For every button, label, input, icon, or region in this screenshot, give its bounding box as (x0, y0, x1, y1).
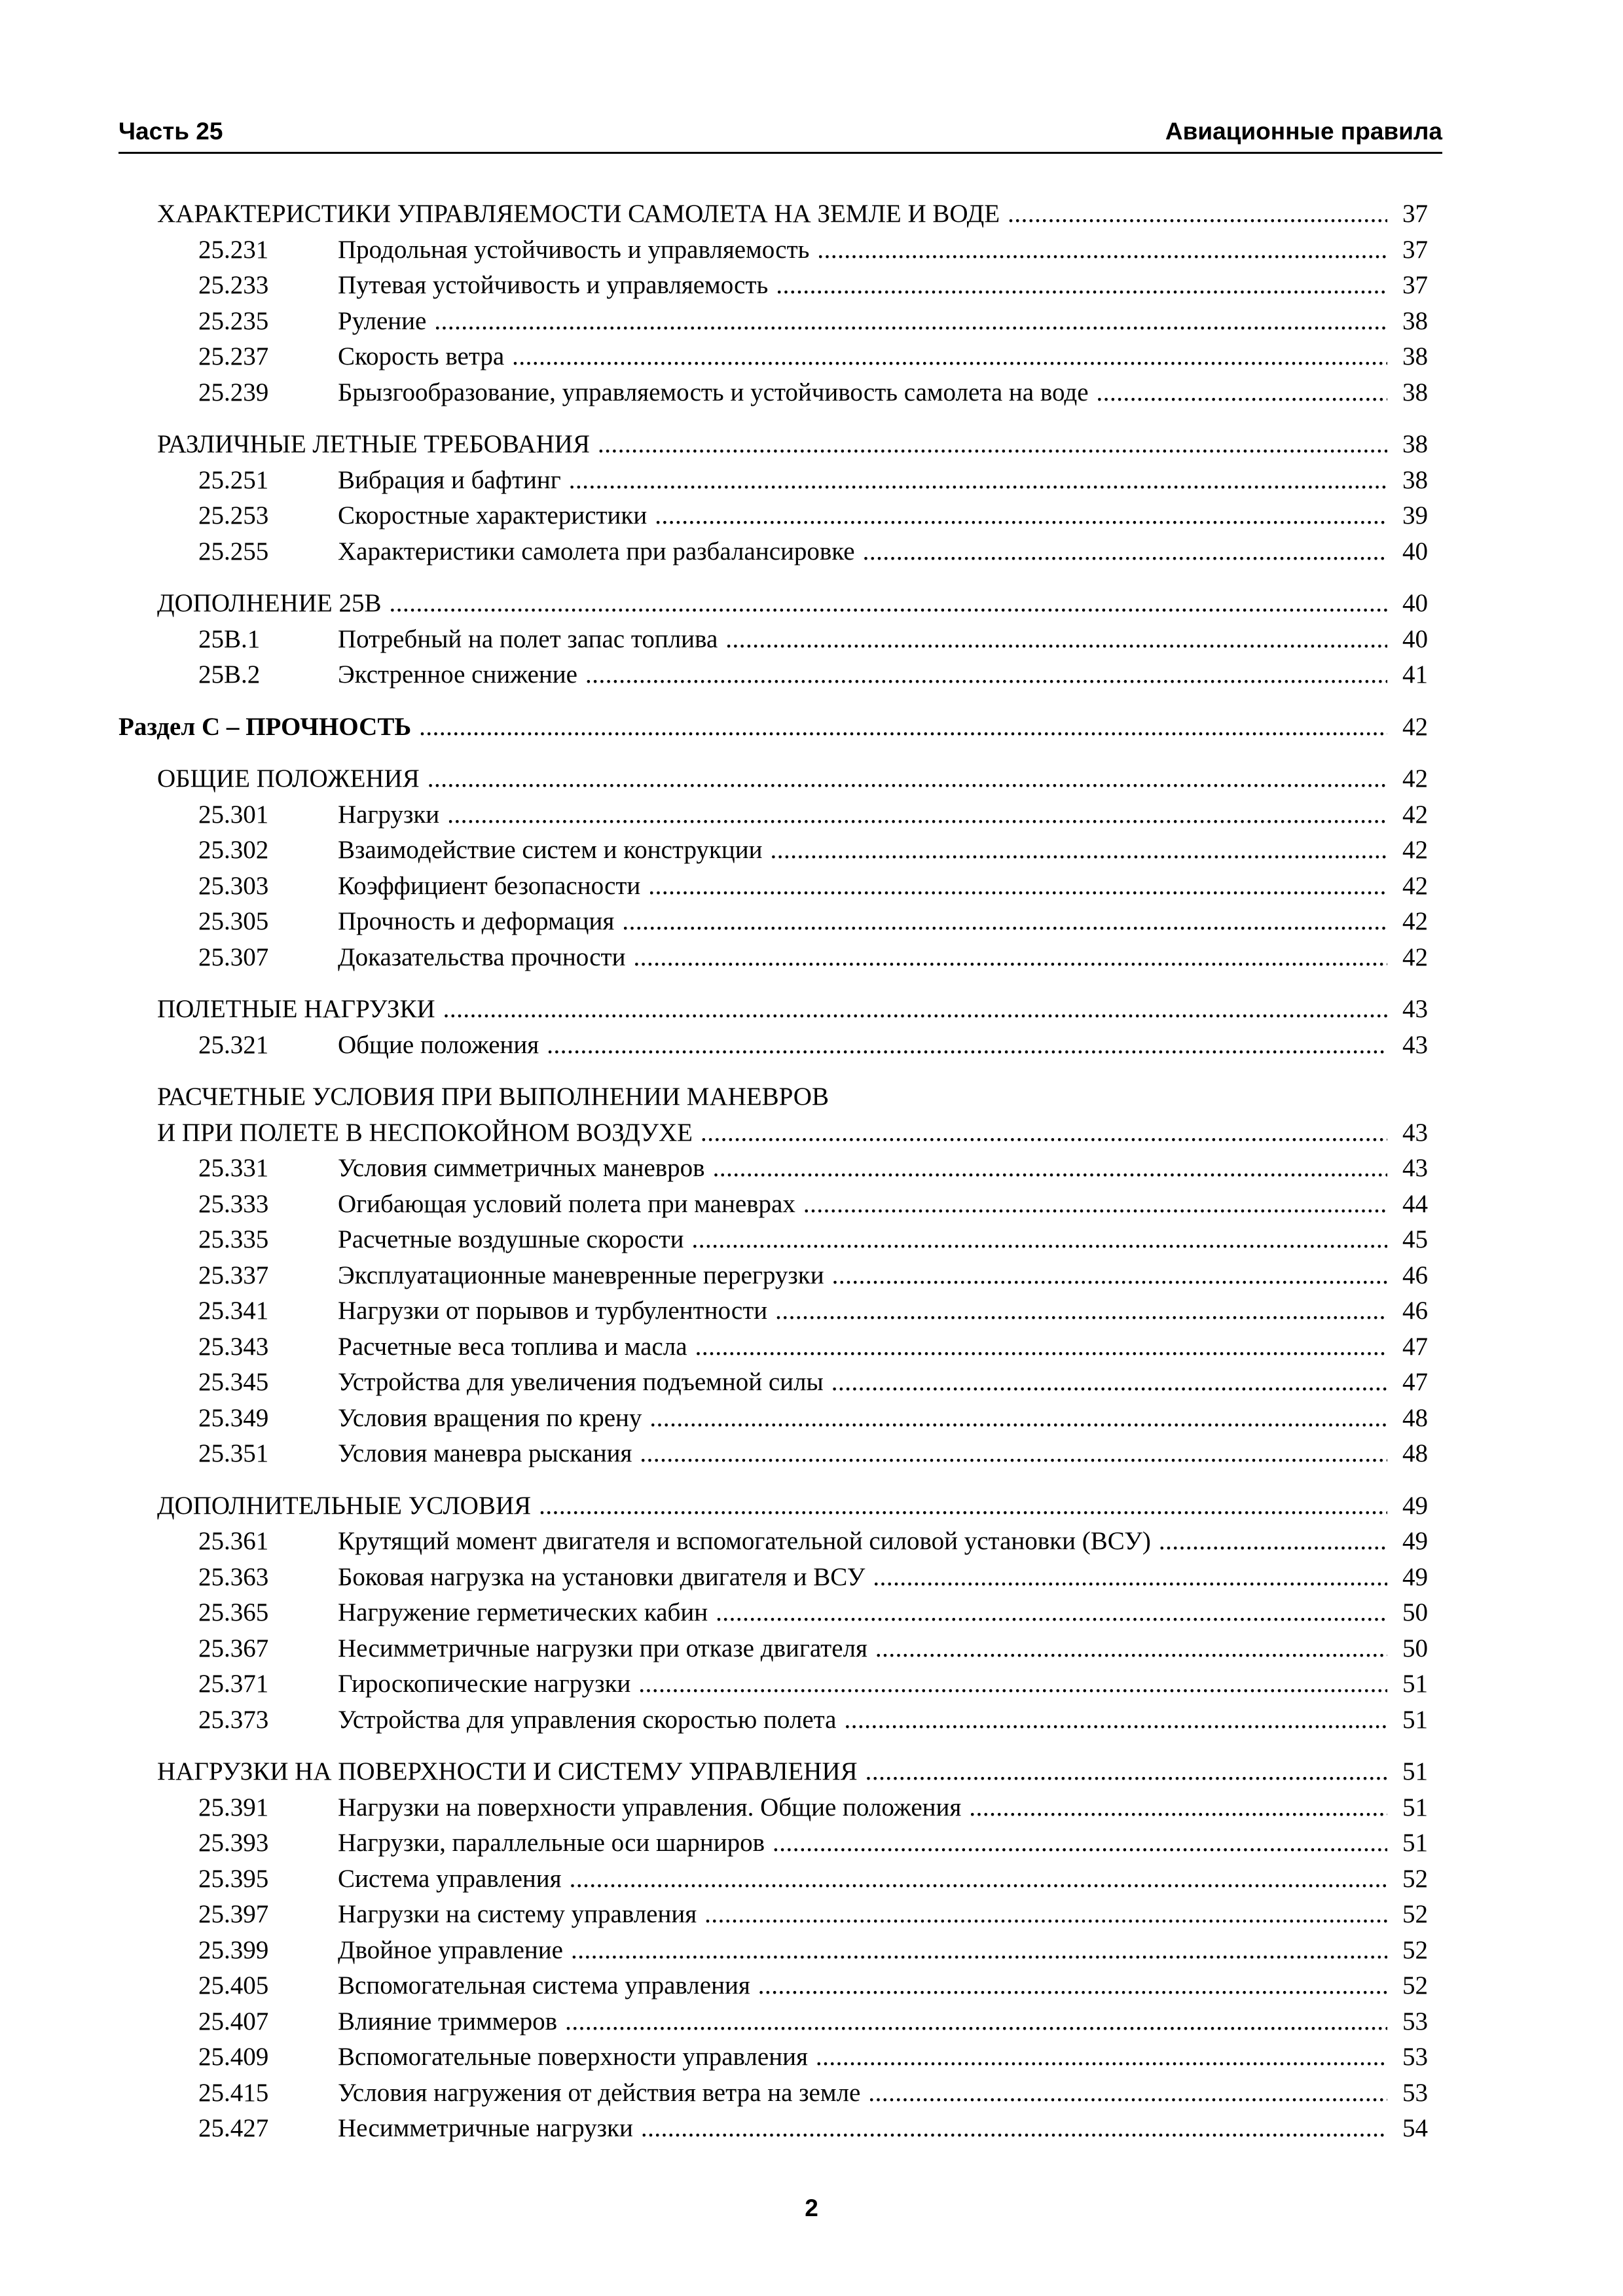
toc-entry-title: Нагрузки на систему управления (338, 1900, 697, 1928)
dot-leader (969, 1790, 1387, 1826)
toc-item-number: 25.335 (198, 1225, 269, 1253)
toc-page-number: 43 (1402, 1154, 1428, 1182)
dot-leader (638, 1666, 1387, 1702)
toc-entry-title: Взаимодействие систем и конструкции (338, 836, 763, 864)
dot-leader (547, 1028, 1387, 1064)
toc-entry-title: Огибающая условий полета при маневрах (338, 1189, 795, 1218)
toc-page-number: 42 (1402, 907, 1428, 935)
toc-item-number: 25.393 (198, 1829, 269, 1857)
toc-item (119, 904, 1428, 940)
dot-leader (701, 1115, 1387, 1151)
toc-entry-title: Коэффициент безопасности (338, 871, 641, 900)
toc-page-number: 51 (1402, 1670, 1428, 1698)
toc-entry-title: Прочность и деформация (338, 907, 615, 935)
toc-item (119, 1258, 1428, 1294)
toc-entry-title: РАСЧЕТНЫЕ УСЛОВИЯ ПРИ ВЫПОЛНЕНИИ МАНЕВРОВ (157, 1083, 829, 1111)
toc-page-number: 40 (1402, 624, 1428, 653)
toc-item (119, 1861, 1428, 1897)
toc-item (119, 1666, 1428, 1702)
toc-group (119, 1754, 1428, 1790)
toc-entry-title: РАЗЛИЧНЫЕ ЛЕТНЫЕ ТРЕБОВАНИЯ (157, 430, 590, 458)
toc-item-number: 25.302 (198, 836, 269, 864)
toc-item-number: 25.331 (198, 1154, 269, 1182)
toc-group (119, 196, 1428, 232)
toc-item-number: 25.255 (198, 537, 269, 565)
toc-item (119, 1401, 1428, 1437)
toc-entry-title: Нагрузки на поверхности управления. Общие положения (338, 1793, 962, 1821)
toc-entry-title: Характеристики самолета при разбалансировке (338, 537, 855, 565)
dot-leader (390, 586, 1387, 622)
dot-leader (758, 1968, 1387, 2004)
dot-leader (817, 232, 1387, 268)
dot-leader (434, 304, 1387, 340)
toc-item (119, 1595, 1428, 1631)
toc-page-number: 53 (1402, 2078, 1428, 2107)
dot-leader (691, 1222, 1387, 1258)
toc-item (119, 1790, 1428, 1826)
toc-item (119, 1365, 1428, 1401)
toc-entry-title: Нагрузки (338, 800, 440, 829)
toc-item (119, 1560, 1428, 1596)
toc-entry-title: Расчетные веса топлива и масла (338, 1332, 687, 1361)
dot-leader (633, 940, 1387, 976)
toc-entry-title: Доказательства прочности (338, 942, 626, 971)
toc-item (119, 2075, 1428, 2111)
dot-leader (585, 657, 1387, 693)
toc-page-number: 42 (1402, 764, 1428, 793)
toc-item-number: 25.233 (198, 271, 269, 299)
toc-item-number: 25.239 (198, 378, 269, 406)
toc-page-number: 37 (1402, 200, 1428, 228)
toc-entry-title: Влияние триммеров (338, 2007, 558, 2036)
toc-page-number: 49 (1402, 1562, 1428, 1591)
toc-item (119, 622, 1428, 658)
toc-page-number: 37 (1402, 235, 1428, 264)
toc-page-number: 54 (1402, 2114, 1428, 2142)
toc-item-number: 25.367 (198, 1634, 269, 1662)
toc-page-number: 49 (1402, 1491, 1428, 1520)
dot-leader (565, 2004, 1387, 2040)
dot-leader (704, 1897, 1387, 1933)
toc-entry-title: Общие положения (338, 1030, 539, 1059)
toc-page-number: 47 (1402, 1368, 1428, 1396)
dot-leader (875, 1631, 1387, 1667)
toc-item-number: 25.345 (198, 1368, 269, 1396)
toc-item (119, 1897, 1428, 1933)
toc-item (119, 498, 1428, 534)
toc-page-number: 53 (1402, 2007, 1428, 2036)
toc-entry-title: Потребный на полет запас топлива (338, 624, 718, 653)
toc-page-number: 43 (1402, 1118, 1428, 1147)
toc-item (119, 833, 1428, 869)
toc-page-number: 40 (1402, 537, 1428, 565)
toc-item (119, 2039, 1428, 2075)
toc-page-number: 52 (1402, 1900, 1428, 1928)
toc-section (119, 709, 1428, 745)
toc-item (119, 268, 1428, 304)
toc-entry-title: И ПРИ ПОЛЕТЕ В НЕСПОКОЙНОМ ВОЗДУХЕ (157, 1118, 693, 1147)
toc-item-number: 25.405 (198, 1971, 269, 2000)
dot-leader (512, 339, 1387, 375)
toc-page-number: 42 (1402, 871, 1428, 900)
toc-item-number: 25.343 (198, 1332, 269, 1361)
toc-page-number: 38 (1402, 378, 1428, 406)
toc-group (119, 586, 1428, 622)
toc-page-number: 41 (1402, 660, 1428, 689)
dot-leader (773, 1825, 1387, 1861)
toc-page-number: 52 (1402, 1864, 1428, 1893)
dot-leader (539, 1488, 1387, 1524)
dot-leader (831, 1365, 1387, 1401)
toc-page-number: 43 (1402, 995, 1428, 1023)
toc-entry-title: Путевая устойчивость и управляемость (338, 271, 769, 299)
dot-leader (447, 797, 1387, 833)
toc-item (119, 940, 1428, 976)
dot-leader (655, 498, 1387, 534)
toc-page-number: 48 (1402, 1439, 1428, 1467)
toc-item (119, 1222, 1428, 1258)
toc-item-number: 25.237 (198, 342, 269, 370)
dot-leader (570, 1861, 1387, 1897)
toc-item-number: 25.303 (198, 871, 269, 900)
dot-leader (873, 1560, 1387, 1596)
toc-group (119, 1488, 1428, 1524)
toc-item-number: 25.397 (198, 1900, 269, 1928)
toc-item (119, 463, 1428, 499)
toc-entry-title: Вибрация и бафтинг (338, 465, 561, 494)
toc-item-number: 25.251 (198, 465, 269, 494)
toc-item (119, 657, 1428, 693)
toc-page-number: 48 (1402, 1403, 1428, 1432)
document-title: Авиационные правила (1165, 118, 1442, 145)
toc-item-number: 25.333 (198, 1189, 269, 1218)
toc-page-number: 40 (1402, 589, 1428, 617)
toc-item-number: 25.365 (198, 1598, 269, 1626)
toc-entry-title: Продольная устойчивость и управляемость (338, 235, 810, 264)
toc-entry-title: Нагрузки от порывов и турбулентности (338, 1297, 768, 1325)
toc-page-number: 51 (1402, 1705, 1428, 1734)
dot-leader (868, 2075, 1387, 2111)
page-header (119, 113, 1442, 154)
toc-item (119, 1825, 1428, 1861)
toc-page-number: 46 (1402, 1261, 1428, 1289)
dot-leader (775, 1293, 1387, 1329)
toc-item-number: 25.409 (198, 2043, 269, 2071)
dot-leader (569, 463, 1387, 499)
dot-leader (776, 268, 1387, 304)
toc-item (119, 1187, 1428, 1223)
toc-item-number: 25.407 (198, 2007, 269, 2036)
toc-entry-title: Раздел С – ПРОЧНОСТЬ (119, 712, 412, 741)
toc-item (119, 2004, 1428, 2040)
toc-group (119, 992, 1428, 1028)
toc-entry-title: Экстренное снижение (338, 660, 577, 689)
toc-entry-title: Несимметричные нагрузки (338, 2114, 633, 2142)
dot-leader (1159, 1524, 1387, 1560)
dot-leader (863, 534, 1387, 570)
toc-item-number: 25.399 (198, 1935, 269, 1964)
part-label: Часть 25 (119, 118, 223, 145)
dot-leader (640, 1436, 1387, 1472)
toc-item-number: 25.301 (198, 800, 269, 829)
toc-entry-title: ПОЛЕТНЫЕ НАГРУЗКИ (157, 995, 435, 1023)
toc-item-number: 25.363 (198, 1562, 269, 1591)
dot-leader (844, 1702, 1387, 1738)
toc-group-heading (119, 1079, 1428, 1115)
toc-item (119, 1151, 1428, 1187)
dot-leader (443, 992, 1387, 1028)
toc-item-number: 25.373 (198, 1705, 269, 1734)
toc-page-number: 37 (1402, 271, 1428, 299)
toc-item-number: 25.337 (198, 1261, 269, 1289)
toc-item (119, 2111, 1428, 2147)
toc-entry-title: Брызгообразование, управляемость и устойчивость самолета на воде (338, 378, 1089, 406)
toc-entry-title: Гироскопические нагрузки (338, 1670, 631, 1698)
toc-item (119, 232, 1428, 268)
toc-item-number: 25.395 (198, 1864, 269, 1893)
toc-entry-title: НАГРУЗКИ НА ПОВЕРХНОСТИ И СИСТЕМУ УПРАВЛЕНИЯ (157, 1757, 858, 1785)
toc-entry-title: Скорость ветра (338, 342, 505, 370)
toc-item (119, 1293, 1428, 1329)
dot-leader (1008, 196, 1387, 232)
toc-item-number: 25.371 (198, 1670, 269, 1698)
toc-page-number: 46 (1402, 1297, 1428, 1325)
toc-entry-title: Вспомогательные поверхности управления (338, 2043, 808, 2071)
toc-item (119, 1702, 1428, 1738)
toc-entry-title: Нагрузки, параллельные оси шарниров (338, 1829, 765, 1857)
toc-page-number: 42 (1402, 712, 1428, 741)
toc-page-number: 42 (1402, 836, 1428, 864)
toc-group (119, 1115, 1428, 1151)
toc-page-number: 50 (1402, 1634, 1428, 1662)
toc-item-number: 25.253 (198, 501, 269, 529)
toc-item (119, 1524, 1428, 1560)
toc-page-number: 52 (1402, 1935, 1428, 1964)
dot-leader (803, 1187, 1387, 1223)
toc-item-number: 25.307 (198, 942, 269, 971)
dot-leader (725, 622, 1387, 658)
toc-item-number: 25.351 (198, 1439, 269, 1467)
toc-group (119, 427, 1428, 463)
toc-entry-title: Условия вращения по крену (338, 1403, 642, 1432)
toc-page-number: 50 (1402, 1598, 1428, 1626)
toc-entry-title: Устройства для увеличения подъемной силы (338, 1368, 824, 1396)
toc-entry-title: Вспомогательная система управления (338, 1971, 750, 2000)
toc-entry-title: Скоростные характеристики (338, 501, 647, 529)
toc-page-number: 45 (1402, 1225, 1428, 1253)
dot-leader (428, 761, 1387, 797)
dot-leader (641, 2111, 1387, 2147)
toc-entry-title: Эксплуатационные маневренные перегрузки (338, 1261, 824, 1289)
toc-entry-title: Устройства для управления скоростью полета (338, 1705, 837, 1734)
toc-item (119, 797, 1428, 833)
toc-entry-title: Условия нагружения от действия ветра на земле (338, 2078, 861, 2107)
toc-entry-title: Нагружение герметических кабин (338, 1598, 708, 1626)
toc-page-number: 38 (1402, 430, 1428, 458)
toc-item-number: 25.341 (198, 1297, 269, 1325)
toc-entry-title: ХАРАКТЕРИСТИКИ УПРАВЛЯЕМОСТИ САМОЛЕТА НА ЗЕМЛЕ И ВОДЕ (157, 200, 1000, 228)
toc-page-number: 42 (1402, 800, 1428, 829)
toc-page-number: 39 (1402, 501, 1428, 529)
toc-entry-title: ОБЩИЕ ПОЛОЖЕНИЯ (157, 764, 420, 793)
toc-entry-title: Двойное управление (338, 1935, 563, 1964)
toc-item (119, 1436, 1428, 1472)
toc-page-number: 38 (1402, 465, 1428, 494)
toc-item (119, 1968, 1428, 2004)
toc-item-number: 25В.2 (198, 660, 261, 689)
toc-item (119, 869, 1428, 905)
dot-leader (832, 1258, 1387, 1294)
toc-entry-title: ДОПОЛНИТЕЛЬНЫЕ УСЛОВИЯ (157, 1491, 532, 1520)
toc-item (119, 1329, 1428, 1365)
dot-leader (571, 1933, 1387, 1969)
toc-item (119, 1028, 1428, 1064)
toc-page-number: 47 (1402, 1332, 1428, 1361)
toc-item (119, 339, 1428, 375)
dot-leader (648, 869, 1387, 905)
toc-entry-title: Условия симметричных маневров (338, 1154, 705, 1182)
dot-leader (598, 427, 1387, 463)
toc-entry-title: Крутящий момент двигателя и вспомогательной силовой установки (ВСУ) (338, 1527, 1151, 1555)
toc-item (119, 304, 1428, 340)
toc-item-number: 25В.1 (198, 624, 261, 653)
toc-entry-title: ДОПОЛНЕНИЕ 25В (157, 589, 382, 617)
dot-leader (816, 2039, 1387, 2075)
dot-leader (622, 904, 1387, 940)
dot-leader (716, 1595, 1387, 1631)
toc-item-number: 25.231 (198, 235, 269, 264)
toc-page-number: 38 (1402, 306, 1428, 335)
toc-page-number: 52 (1402, 1971, 1428, 2000)
toc-item-number: 25.235 (198, 306, 269, 335)
toc-page-number: 53 (1402, 2043, 1428, 2071)
toc-page-number: 43 (1402, 1030, 1428, 1059)
toc-item (119, 534, 1428, 570)
toc-entry-title: Боковая нагрузка на установки двигателя и ВСУ (338, 1562, 866, 1591)
toc-group (119, 761, 1428, 797)
dot-leader (695, 1329, 1387, 1365)
toc-page-number: 49 (1402, 1527, 1428, 1555)
toc-item-number: 25.321 (198, 1030, 269, 1059)
table-of-contents (119, 196, 1428, 2147)
toc-page-number: 42 (1402, 942, 1428, 971)
toc-page-number: 44 (1402, 1189, 1428, 1218)
dot-leader (1097, 375, 1387, 411)
dot-leader (866, 1754, 1387, 1790)
page-number: 2 (805, 2195, 818, 2221)
toc-item-number: 25.305 (198, 907, 269, 935)
toc-item (119, 1933, 1428, 1969)
dot-leader (419, 709, 1387, 745)
toc-item-number: 25.361 (198, 1527, 269, 1555)
toc-item-number: 25.415 (198, 2078, 269, 2107)
toc-item-number: 25.427 (198, 2114, 269, 2142)
dot-leader (771, 833, 1388, 869)
toc-entry-title: Условия маневра рыскания (338, 1439, 632, 1467)
toc-item-number: 25.391 (198, 1793, 269, 1821)
toc-entry-title: Система управления (338, 1864, 562, 1893)
toc-entry-title: Расчетные воздушные скорости (338, 1225, 684, 1253)
dot-leader (713, 1151, 1387, 1187)
toc-item (119, 375, 1428, 411)
toc-entry-title: Несимметричные нагрузки при отказе двигателя (338, 1634, 867, 1662)
toc-entry-title: Руление (338, 306, 427, 335)
toc-page-number: 51 (1402, 1757, 1428, 1785)
toc-page-number: 51 (1402, 1793, 1428, 1821)
toc-item (119, 1631, 1428, 1667)
toc-page-number: 51 (1402, 1829, 1428, 1857)
toc-page-number: 38 (1402, 342, 1428, 370)
toc-item-number: 25.349 (198, 1403, 269, 1432)
dot-leader (649, 1401, 1387, 1437)
